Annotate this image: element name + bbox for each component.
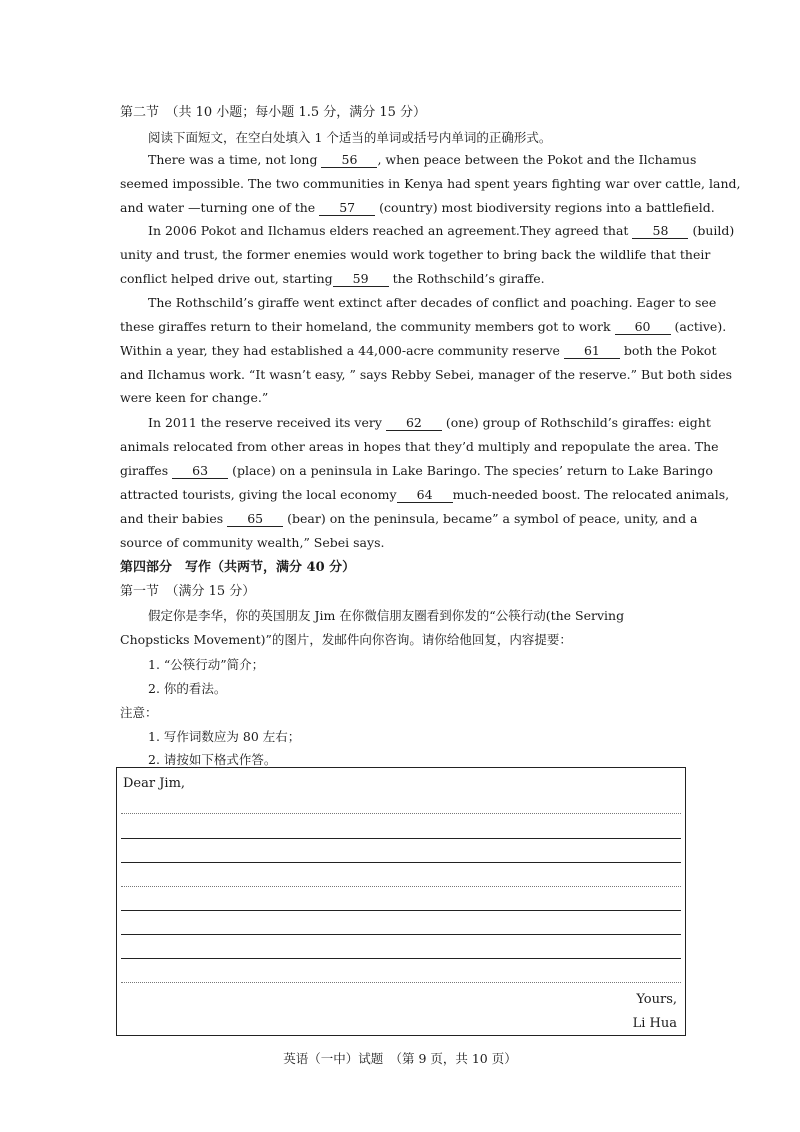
passage-line: attracted tourists, giving the local economy 64 much-needed boost. The relocated animals,	[120, 487, 730, 502]
passage-line: Within a year, they had established a 44,000-acre community reserve 61 both the Pokot	[120, 343, 717, 358]
blank-64[interactable]: 64	[397, 488, 453, 503]
notes-label: 注意：	[120, 705, 158, 720]
note-1: 1. 写作词数应为 80 左右；	[148, 729, 301, 744]
part4-heading: 第四部分 写作（共两节，满分 40 分）	[120, 560, 356, 575]
writing-line	[121, 934, 681, 935]
page-footer: 英语（一中）试题 （第 9 页，共 10 页）	[283, 1051, 517, 1066]
answer-box[interactable]	[116, 767, 686, 1036]
blank-60[interactable]: 60	[615, 320, 671, 335]
letter-signature: Li Hua	[632, 1016, 677, 1031]
passage-line: and Ilchamus work. “It wasn’t easy, ” says Rebby Sebei, manager of the reserve.” But both sides	[120, 367, 733, 382]
letter-greeting: Dear Jim,	[123, 776, 186, 791]
passage-line: In 2011 the reserve received its very 62 (one) group of Rothschild’s giraffes: eight	[148, 415, 711, 430]
passage-line: unity and trust, the former enemies would work together to bring back the wildlife that their	[120, 247, 711, 262]
section2-heading: 第二节 （共 10 小题；每小题 1.5 分，满分 15 分）	[120, 105, 427, 120]
passage-line: conflict helped drive out, starting 59 the Rothschild’s giraffe.	[120, 271, 545, 286]
passage-line: and water —turning one of the 57 (country) most biodiversity regions into a battlefield.	[120, 200, 715, 215]
blank-62[interactable]: 62	[386, 416, 442, 431]
content-point-2: 2. 你的看法。	[148, 681, 227, 696]
note-2: 2. 请按如下格式作答。	[148, 752, 277, 767]
passage-line: were keen for change.”	[120, 390, 269, 405]
writing-line	[121, 958, 681, 959]
writing-prompt-line: 假定你是李华，你的英国朋友 Jim 在你微信朋友圈看到你发的“公筷行动(the Serving	[148, 608, 625, 623]
passage-line: The Rothschild’s giraffe went extinct after decades of conflict and poaching. Eager to see	[148, 295, 717, 310]
passage-line: animals relocated from other areas in hopes that they’d multiply and repopulate the area. The	[120, 439, 719, 454]
letter-closing: Yours,	[636, 992, 677, 1007]
blank-65[interactable]: 65	[227, 512, 283, 527]
passage-line: and their babies 65 (bear) on the peninsula, became” a symbol of peace, unity, and a	[120, 511, 698, 526]
writing-prompt-line: Chopsticks Movement)”的图片，发邮件向你咨询。请你给他回复，内容提要：	[120, 632, 572, 647]
passage-line: these giraffes return to their homeland, the community members got to work 60 (active).	[120, 319, 727, 334]
blank-58[interactable]: 58	[632, 224, 688, 239]
blank-59[interactable]: 59	[333, 272, 389, 287]
writing-line	[121, 982, 681, 983]
blank-56[interactable]: 56	[321, 153, 377, 168]
section2-instruction: 阅读下面短文，在空白处填入 1 个适当的单词或括号内单词的正确形式。	[148, 130, 552, 145]
passage-line: In 2006 Pokot and Ilchamus elders reached an agreement.They agreed that 58 (build)	[148, 223, 735, 238]
writing-line	[121, 886, 681, 887]
writing-line	[121, 910, 681, 911]
writing-line	[121, 862, 681, 863]
blank-61[interactable]: 61	[564, 344, 620, 359]
part4-section1-heading: 第一节 （满分 15 分）	[120, 584, 256, 599]
writing-line	[121, 838, 681, 839]
writing-line	[121, 813, 681, 814]
passage-line: source of community wealth,” Sebei says.	[120, 535, 385, 550]
passage-line: giraffes 63 (place) on a peninsula in Lake Baringo. The species’ return to Lake Baringo	[120, 463, 713, 478]
passage-line: seemed impossible. The two communities in Kenya had spent years fighting war over cattle, land,	[120, 176, 741, 191]
blank-63[interactable]: 63	[172, 464, 228, 479]
content-point-1: 1. “公筷行动”简介；	[148, 657, 265, 672]
passage-line: There was a time, not long 56 , when peace between the Pokot and the Ilchamus	[148, 152, 697, 167]
blank-57[interactable]: 57	[319, 201, 375, 216]
